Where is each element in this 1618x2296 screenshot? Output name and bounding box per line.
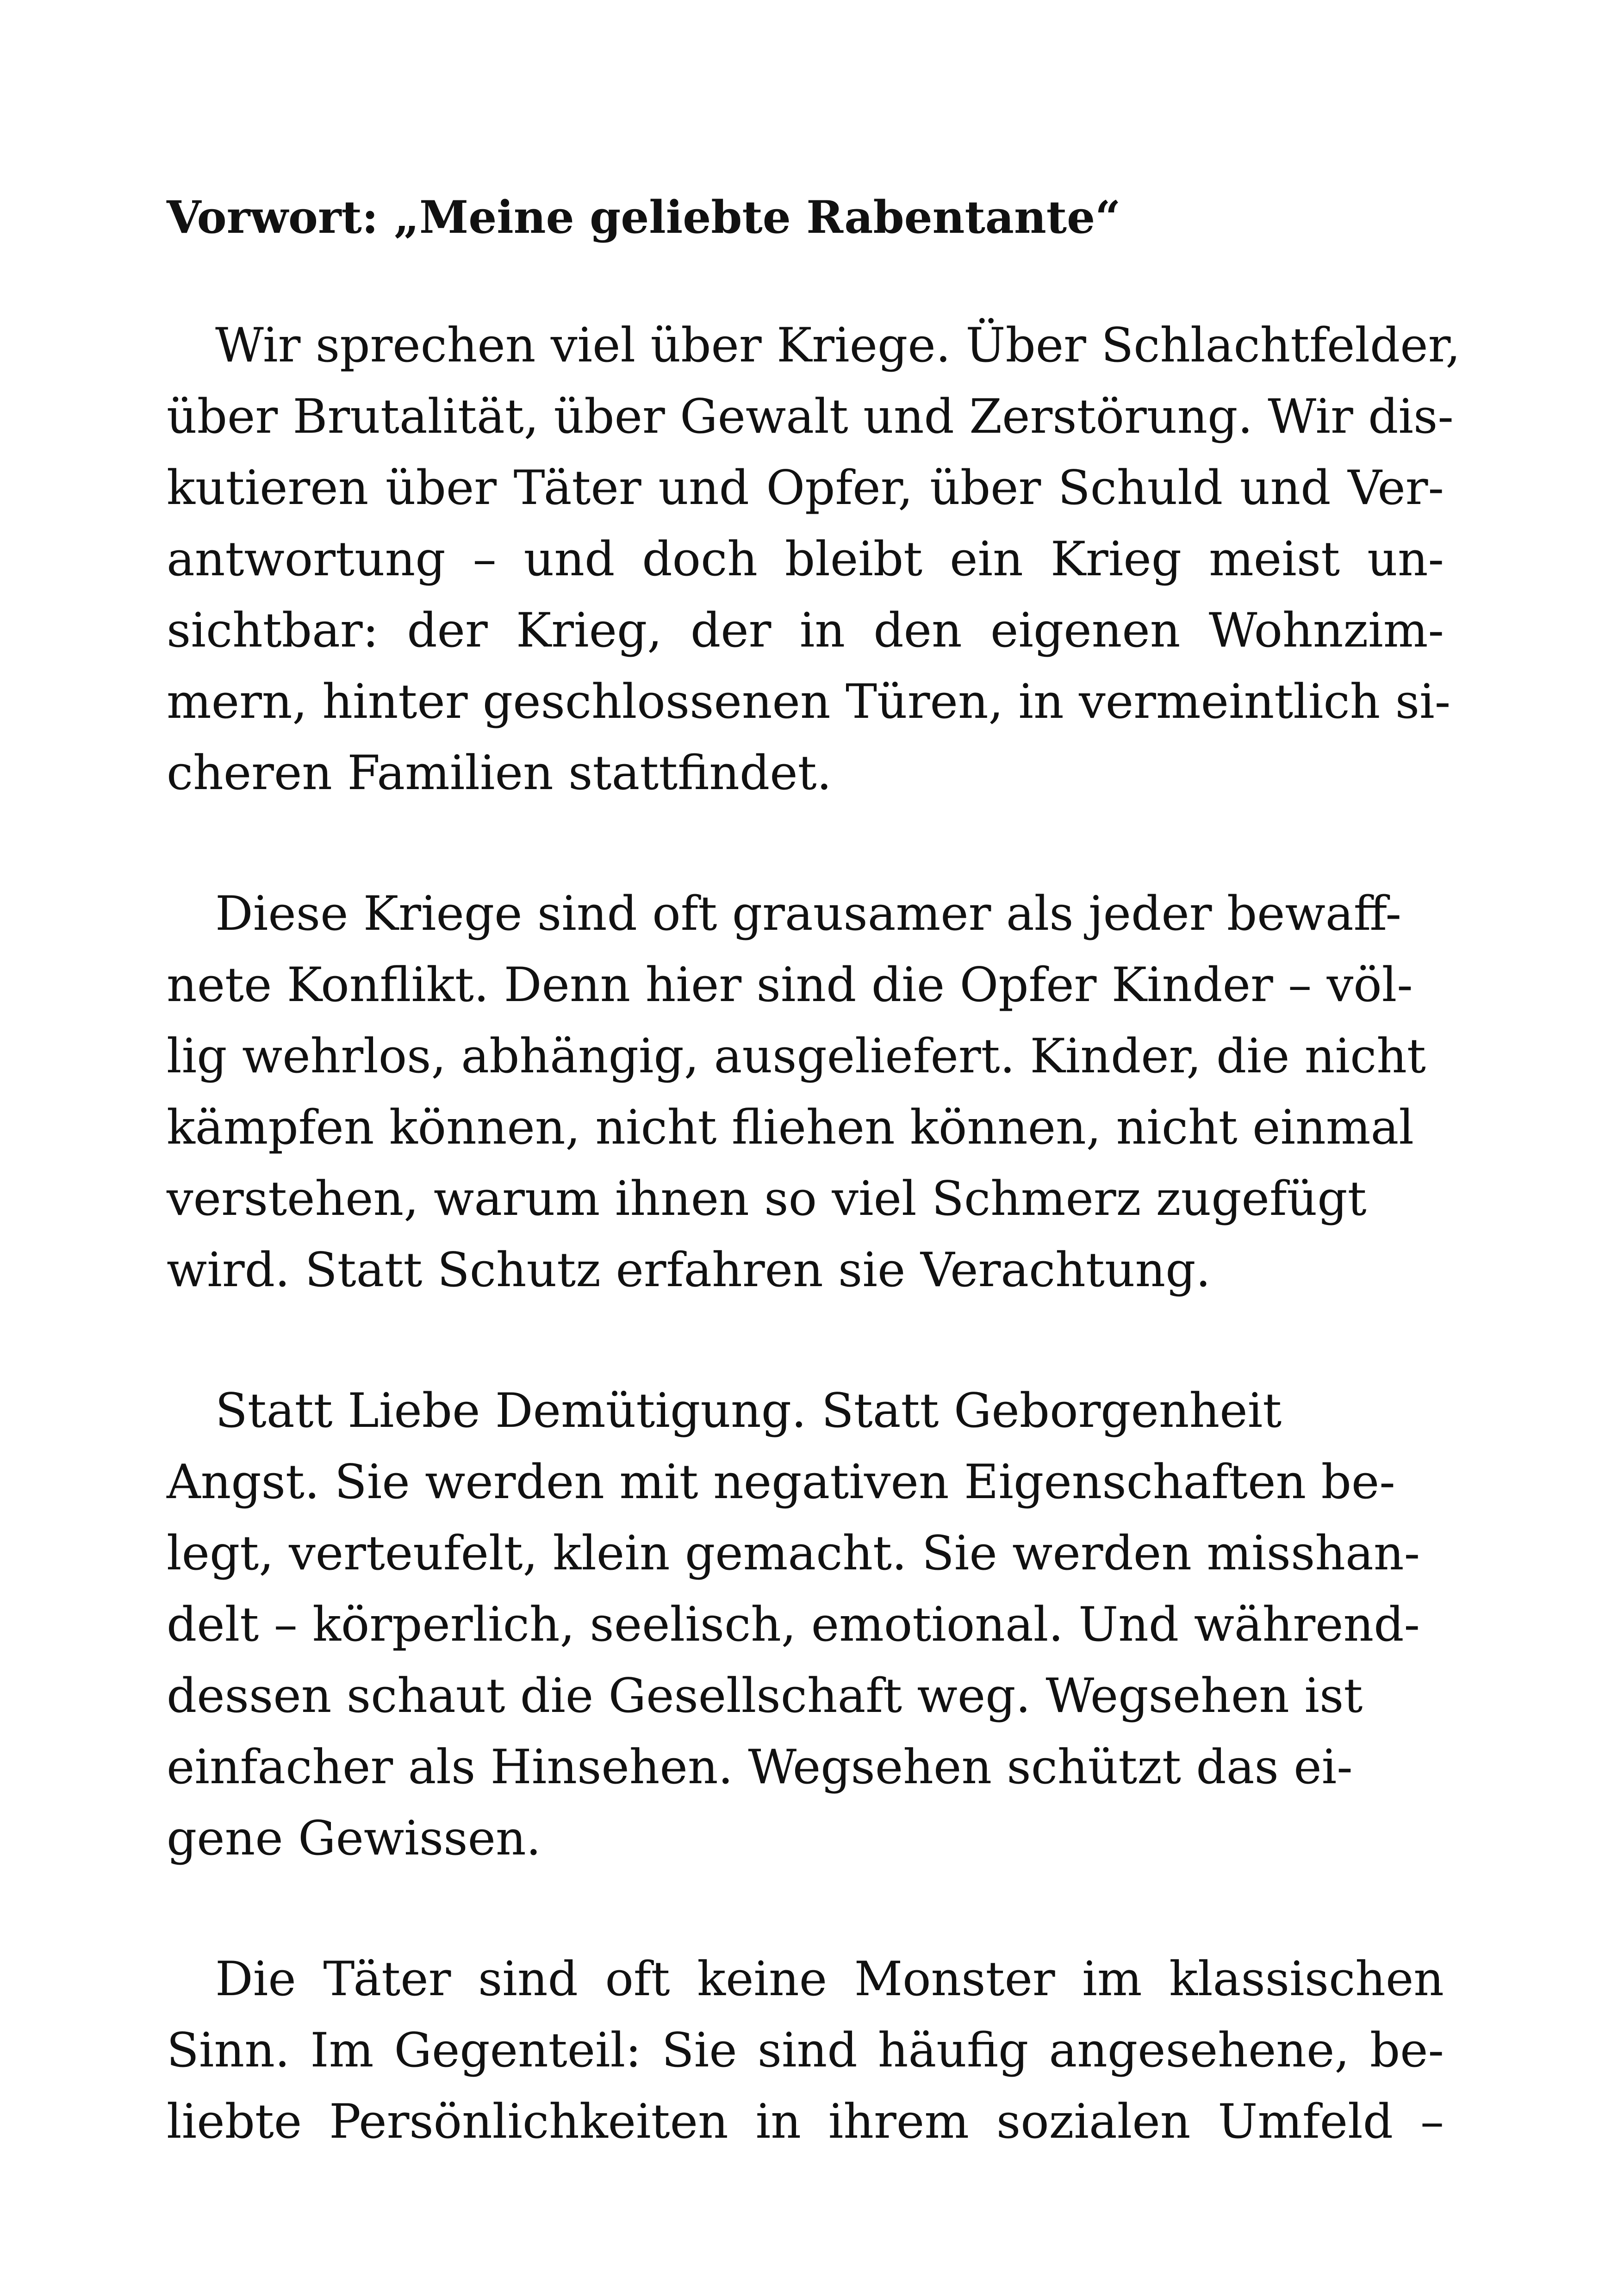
text-line: liebte Persönlichkeiten in ihrem sozialen Umfeld – [167, 2094, 1444, 2149]
paragraph-1 [167, 310, 1461, 809]
text-line: einfacher als Hinsehen. Wegsehen schützt das ei- [167, 1740, 1353, 1795]
text-line: cheren Familien stattfindet. [167, 746, 832, 801]
text-line: Die Täter sind oft keine Monster im klassischen [215, 1952, 1444, 2007]
text-line: verstehen, warum ihnen so viel Schmerz zugefügt [167, 1171, 1367, 1226]
text-line: Diese Kriege sind oft grausamer als jeder bewaff- [215, 886, 1401, 941]
text-line: kämpfen können, nicht fliehen können, nicht einmal [167, 1100, 1414, 1155]
text-line: über Brutalität, über Gewalt und Zerstörung. Wir dis- [167, 389, 1454, 444]
text-line: Sinn. Im Gegenteil: Sie sind häufig angesehene, be- [167, 2023, 1444, 2078]
paragraph-2 [167, 878, 1444, 1306]
text-line: Statt Liebe Demütigung. Statt Geborgenheit [215, 1383, 1282, 1438]
text-line: wird. Statt Schutz erfahren sie Verachtung. [167, 1243, 1211, 1298]
text-line: delt – körperlich, seelisch, emotional. Und während- [167, 1597, 1420, 1652]
text-line: Angst. Sie werden mit negativen Eigenschaften be- [167, 1455, 1395, 1510]
text-line: kutieren über Täter und Opfer, über Schuld und Ver- [167, 460, 1444, 516]
text-line: mern, hinter geschlossenen Türen, in vermeintlich si- [167, 674, 1451, 729]
text-line: antwortung – und doch bleibt ein Krieg meist un- [167, 532, 1444, 587]
chapter-heading: Vorwort: „Meine geliebte Rabentante“ [167, 191, 1121, 243]
text-line: lig wehrlos, abhängig, ausgeliefert. Kinder, die nicht [167, 1029, 1426, 1084]
page-content [167, 185, 1461, 2227]
text-line: gene Gewissen. [167, 1811, 541, 1866]
paragraph-4 [167, 1944, 1444, 2158]
text-line: nete Konflikt. Denn hier sind die Opfer Kinder – völ- [167, 958, 1413, 1013]
text-line: legt, verteufelt, klein gemacht. Sie werden misshan- [167, 1526, 1420, 1581]
text-line: Wir sprechen viel über Kriege. Über Schlachtfelder, [215, 318, 1461, 373]
text-line: sichtbar: der Krieg, der in den eigenen Wohnzim- [167, 603, 1444, 658]
text-line: dessen schaut die Gesellschaft weg. Wegsehen ist [167, 1668, 1363, 1724]
paragraph-3 [167, 1375, 1444, 1874]
